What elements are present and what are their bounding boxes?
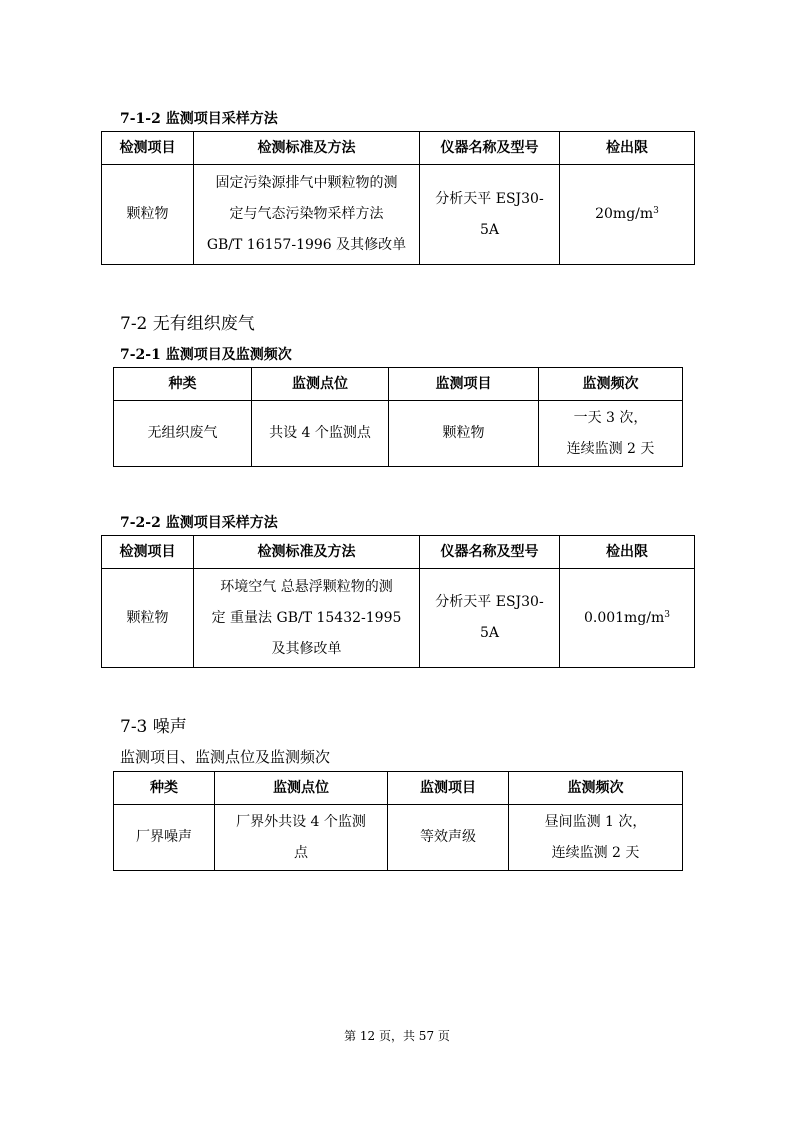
cell-item: 颗粒物 (389, 401, 539, 467)
limit-value: 20mg/m (595, 206, 654, 222)
points-line: 厂界外共设 4 个监测 (236, 813, 366, 830)
header-cell: 检测项目 (102, 132, 194, 165)
cell-instrument (420, 569, 560, 668)
cell-item: 颗粒物 (102, 165, 194, 265)
section-heading-7-1-2: 7-1-2 监测项目采样方法 (120, 111, 278, 127)
cell-points (215, 805, 388, 871)
cell-limit (560, 165, 695, 265)
instrument-line: 5A (479, 625, 500, 641)
cell-limit (560, 569, 695, 668)
cell-method (194, 569, 420, 668)
table-7-3 (113, 771, 683, 871)
frequency-line: 连续监测 2 天 (551, 844, 640, 861)
method-line: GB/T 16157-1996 及其修改单 (206, 237, 407, 253)
cell-method (194, 165, 420, 265)
method-line: 固定污染源排气中颗粒物的测 (215, 175, 398, 191)
cell-frequency (509, 805, 683, 871)
frequency-line: 连续监测 2 天 (566, 440, 655, 457)
section-heading-7-2-2: 7-2-2 监测项目采样方法 (120, 515, 278, 531)
method-line: 定与气态污染物采样方法 (229, 206, 384, 222)
header-cell: 监测频次 (509, 772, 683, 805)
limit-value: 0.001mg/m (583, 609, 665, 626)
header-cell: 检测标准及方法 (194, 132, 420, 165)
table-row (102, 569, 695, 668)
table-7-2-2 (101, 535, 695, 668)
table-row (114, 401, 683, 467)
limit-superscript: 3 (653, 206, 659, 216)
table-7-1-2 (101, 131, 695, 265)
page-footer: 第 12 页，共 57 页 (344, 1029, 450, 1043)
method-line: 环境空气 总悬浮颗粒物的测 (220, 578, 393, 595)
method-line: 定 重量法 GB/T 15432-1995 (211, 609, 402, 626)
table-row (114, 805, 683, 871)
instrument-line: 分析天平 ESJ30- (435, 594, 544, 610)
header-cell: 监测点位 (252, 368, 389, 401)
header-cell: 检测标准及方法 (194, 536, 420, 569)
table-header-row (102, 132, 695, 165)
header-cell: 仪器名称及型号 (420, 132, 560, 165)
cell-type: 无组织废气 (114, 401, 252, 467)
table-header-row (102, 536, 695, 569)
header-cell: 监测点位 (215, 772, 388, 805)
header-cell: 监测频次 (539, 368, 683, 401)
section-heading-7-3: 7-3 噪声 (120, 717, 187, 737)
table-header-row (114, 772, 683, 805)
cell-points: 共设 4 个监测点 (252, 401, 389, 467)
section-heading-7-2: 7-2 无有组织废气 (120, 314, 255, 334)
table-row (102, 165, 695, 265)
header-cell: 监测项目 (389, 368, 539, 401)
frequency-line: 一天 3 次， (573, 409, 648, 426)
header-cell: 种类 (114, 368, 252, 401)
header-cell: 种类 (114, 772, 215, 805)
header-cell: 仪器名称及型号 (420, 536, 560, 569)
table-header-row (114, 368, 683, 401)
instrument-line: 分析天平 ESJ30- (435, 190, 544, 207)
method-line: 及其修改单 (271, 640, 342, 657)
header-cell: 检出限 (560, 132, 695, 165)
cell-type: 厂界噪声 (114, 805, 215, 871)
header-cell: 监测项目 (388, 772, 509, 805)
cell-item: 等效声级 (388, 805, 509, 871)
frequency-line: 昼间监测 1 次， (544, 813, 647, 830)
header-cell: 检出限 (560, 536, 695, 569)
limit-superscript: 3 (664, 609, 671, 620)
instrument-line: 5A (479, 221, 500, 238)
section-heading-7-2-1: 7-2-1 监测项目及监测频次 (120, 347, 292, 363)
header-cell: 检测项目 (102, 536, 194, 569)
cell-item: 颗粒物 (102, 569, 194, 668)
table-7-2-1 (113, 367, 683, 467)
cell-frequency (539, 401, 683, 467)
points-line: 点 (294, 844, 308, 861)
cell-instrument (420, 165, 560, 265)
section-subtitle-7-3: 监测项目、监测点位及监测频次 (120, 748, 331, 766)
